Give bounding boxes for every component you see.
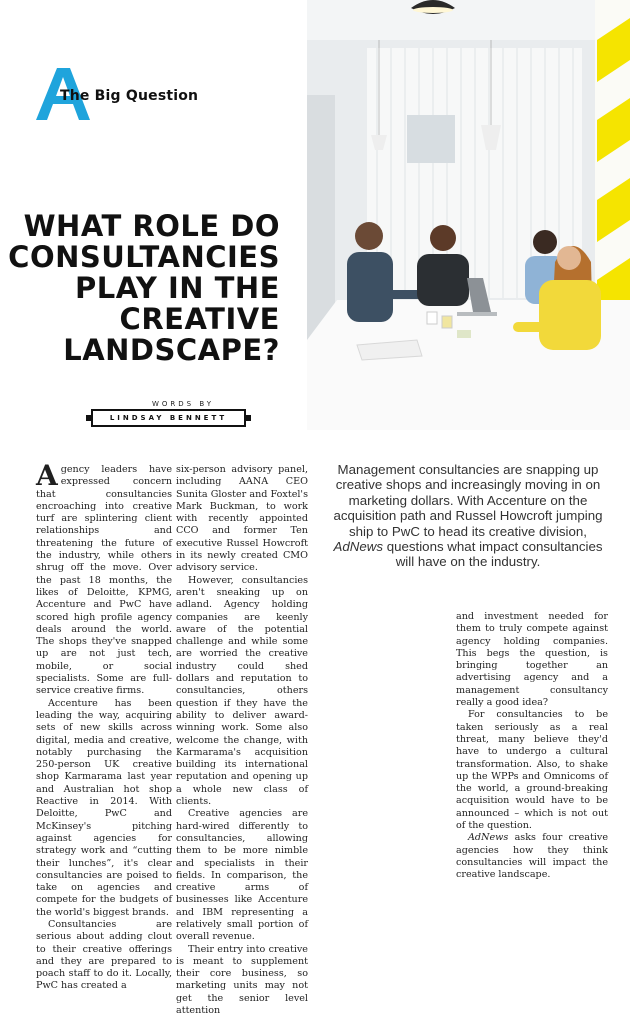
body-paragraph: However, consultancies aren't sneaking up on adland. Agency holding companies are keenly aware of the potential challenge and while some are worried the creative industry could shed dollars and reputation to consultancies, others question if they have the ability to deliver award-winning work. Some also welcome the change, with Karmarama's acquisition building its international reputation and opening up a whole new class of clients. — [176, 574, 308, 808]
body-paragraph: Accenture has been leading the way, acquiring sets of new skills across digital, media and creative, notably purchasing the 250-person UK creative shop Karmarama last year and Australian hot shop Reactive in 2014. With Deloitte, PwC and McKinsey's pitching against agencies for strategy work and “cutting their lunches”, it's clear consultancies are poised to take on agencies and compete for the budgets of the world's biggest brands. — [36, 697, 172, 918]
body-paragraph: Creative agencies are hard-wired differently to consultancies, allowing them to be more nimble and specialists in their fields. In comparison, the creative arms of businesses like Accenture and IBM representing a relatively small portion of overall revenue. — [176, 808, 308, 943]
byline-author: LINDSAY BENNETT — [109, 414, 228, 422]
standfirst-text-1: Management consultancies are snapping up creative shops and increasingly moving in on marketing dollars. With Accenture on the acquisition path and Russel Howcroft jumping ship to PwC to head its creative division, — [333, 462, 603, 539]
body-paragraph: and investment needed for them to truly compete against agency holding companies. This begs the question, is bringing together an advertising agency and a management consultancy really a good idea? — [456, 611, 608, 709]
standfirst-publication: AdNews — [333, 539, 383, 555]
meeting-illustration — [307, 0, 630, 430]
body-paragraph: six-person advisory panel, including AANA CEO Sunita Gloster and Foxtel's Mark Buckman, to work with recently appointed CCO and former Ten executive Russel Howcroft in its newly created CMO advisory service. — [176, 464, 308, 574]
body-paragraph-text: gency leaders have expressed concern that consultancies encroaching into creative turf are splintering client relationships and threatening the future of the industry, while others shrug off the move. Over the past 18 months, the likes of Deloitte, KPMG, Accenture and PwC have scored high profile agency deals around the world. The shops they've snapped up are not just tech, mobile, or social specialists. Some are full-service creative firms. — [36, 464, 172, 697]
section-label: The Big Question — [60, 88, 199, 104]
body-column-1 — [36, 459, 172, 993]
body-paragraph: For consultancies to be taken seriously as a real threat, many believe they'd have to undergo a cultural transformation. Also, to shake up the WPPs and Omnicoms of the world, a ground-breaking acquisition would have to be announced – which is not out of the question. — [456, 709, 608, 832]
body-paragraph — [36, 459, 172, 698]
closing-publication: AdNews — [468, 832, 509, 844]
byline-box — [91, 409, 246, 427]
body-column-3 — [456, 611, 608, 882]
drop-cap: A — [36, 459, 58, 492]
standfirst — [324, 462, 612, 570]
body-paragraph: Their entry into creative is meant to supplement their core business, so marketing units may not get the senior level attention — [176, 943, 308, 1017]
closing-paragraph — [456, 832, 608, 881]
office-meeting-photo — [307, 0, 630, 430]
body-paragraph: Consultancies are serious about adding clout to their creative offerings and they are prepared to poach staff to do it. Locally, PwC has created a — [36, 918, 172, 992]
standfirst-text-2: questions what impact consultancies will have on the industry. — [383, 539, 603, 570]
closing-text: asks four creative agencies how they think consultancies will impact the creative landscape. — [456, 832, 608, 881]
headline: WHAT ROLE DO CONSULTANCIES PLAY IN THE CREATIVE LANDSCAPE? — [8, 209, 280, 367]
byline-prefix: WORDS BY — [151, 400, 215, 408]
body-column-2 — [176, 464, 308, 1017]
section-tag — [36, 68, 236, 128]
